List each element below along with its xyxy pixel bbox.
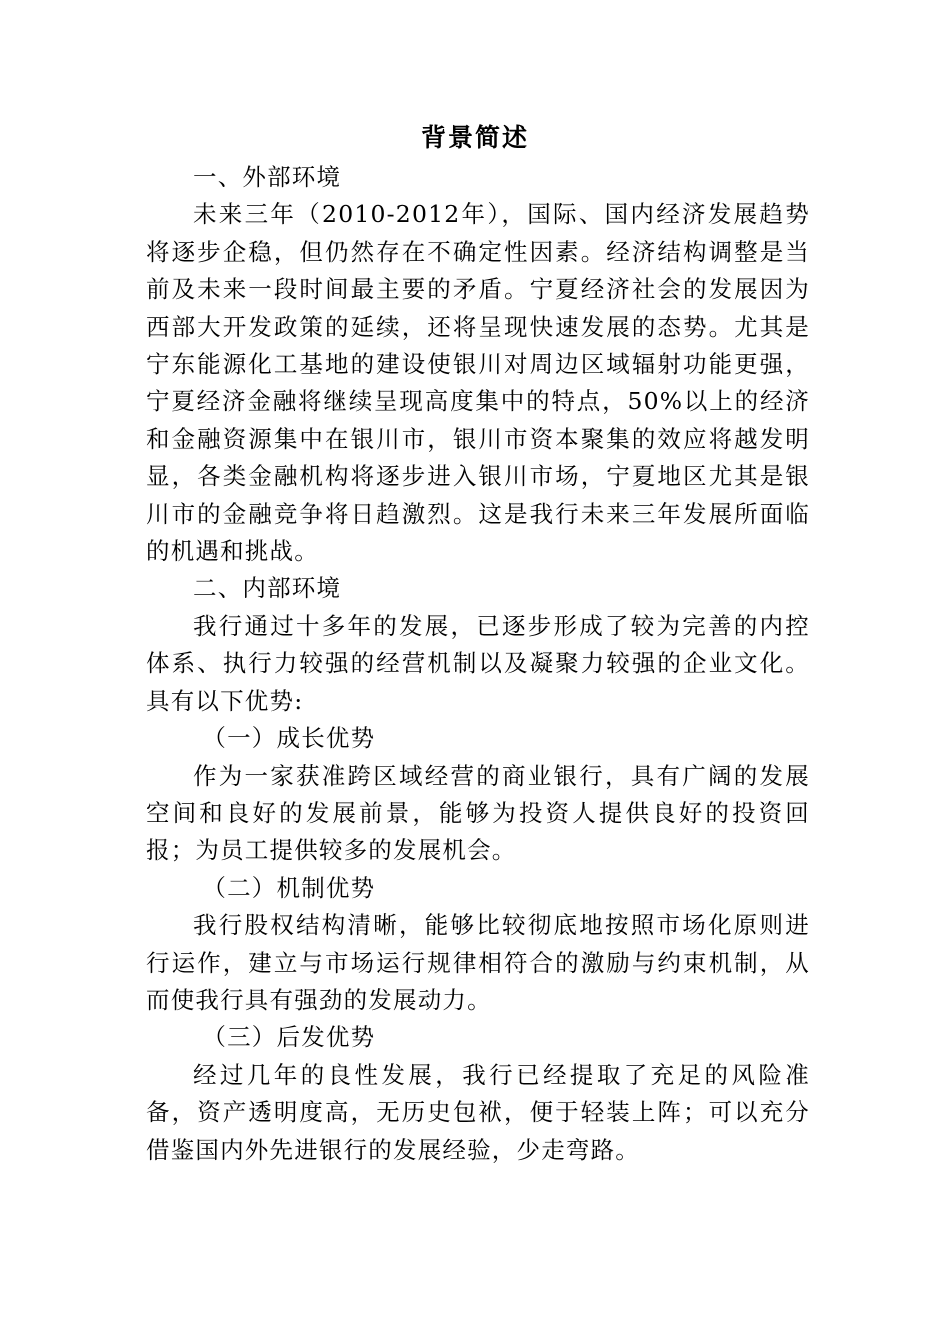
section-heading-external: 一、外部环境 xyxy=(193,163,342,191)
paragraph-growth-advantage: 作为一家获准跨区域经营的商业银行，具有广阔的发展空间和良好的发展前景，能够为投资人提供良好的投资回报；为员工提供较多的发展机会。 xyxy=(146,761,810,865)
paragraph-latecomer-advantage: 经过几年的良性发展，我行已经提取了充足的风险准备，资产透明度高，无历史包袱，便于轻装上阵；可以充分借鉴国内外先进银行的发展经验，少走弯路。 xyxy=(146,1060,810,1164)
document-title: 背景简述 xyxy=(420,123,529,152)
paragraph-external-environment: 未来三年（2010-2012年），国际、国内经济发展趋势将逐步企稳，但仍然存在不确定性因素。经济结构调整是当前及未来一段时间最主要的矛盾。宁夏经济社会的发展因为西部大开发政策的延续，还将呈现快速发展的态势。尤其是宁东能源化工基地的建设使银川对周边区域辐射功能更强，宁夏经济金融将继续呈现高度集中的特点，50%以上的经济和金融资源集中在银川市，银川市资本聚集的效应将越发明显，各类金融机构将逐步进入银川市场，宁夏地区尤其是银川市的金融竞争将日趋激烈。这是我行未来三年发展所面临的机遇和挑战。 xyxy=(146,200,810,566)
paragraph-mechanism-advantage: 我行股权结构清晰，能够比较彻底地按照市场化原则进行运作，建立与市场运行规律相符合的激励与约束机制，从而使我行具有强劲的发展动力。 xyxy=(146,911,810,1014)
subheading-growth-advantage: （一）成长优势 xyxy=(202,724,376,753)
subheading-latecomer-advantage: （三）后发优势 xyxy=(202,1023,376,1052)
section-heading-internal: 二、内部环境 xyxy=(193,574,342,603)
document-body xyxy=(146,159,810,1169)
subheading-mechanism-advantage: （二）机制优势 xyxy=(202,873,376,902)
paragraph-internal-environment: 我行通过十多年的发展，已逐步形成了较为完善的内控体系、执行力较强的经营机制以及凝聚力较强的企业文化。具有以下优势: xyxy=(146,611,810,715)
